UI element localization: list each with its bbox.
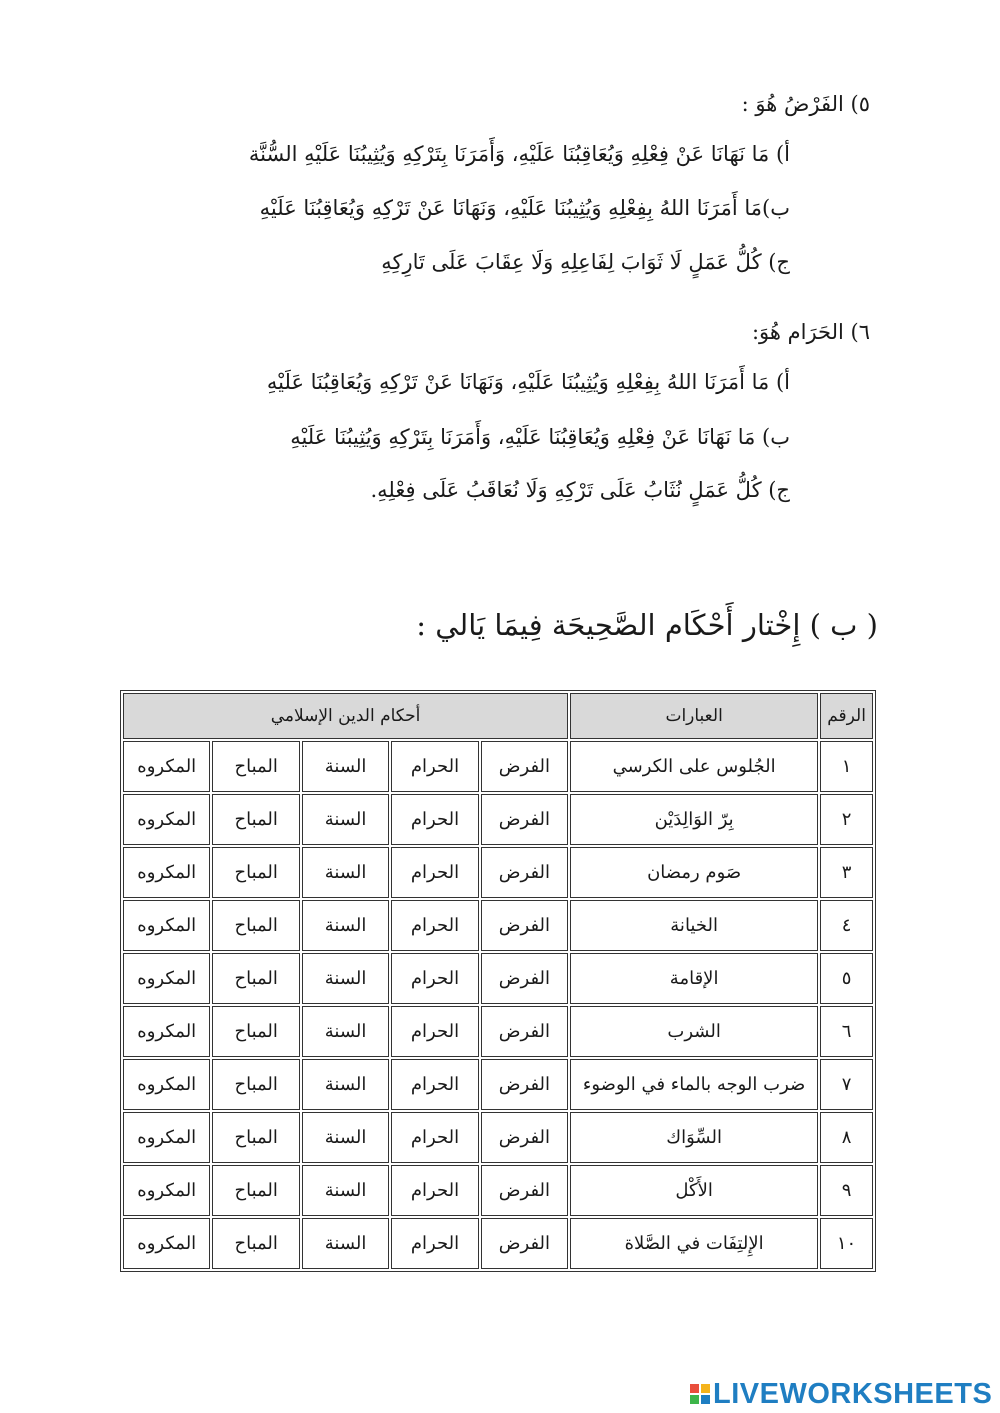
ruling-option[interactable]: المكروه [123, 847, 210, 898]
ruling-option[interactable]: الحرام [391, 1218, 478, 1269]
ruling-option[interactable]: المكروه [123, 741, 210, 792]
ruling-option[interactable]: السنة [302, 741, 389, 792]
logo-square-red [690, 1384, 699, 1393]
ruling-option[interactable]: الفرض [481, 741, 568, 792]
ruling-option[interactable]: الحرام [391, 1006, 478, 1057]
row-number: ٥ [820, 953, 873, 1004]
ruling-option[interactable]: السنة [302, 900, 389, 951]
ruling-option[interactable]: الفرض [481, 1059, 568, 1110]
question-6-option-c[interactable]: ج) كُلُّ عَمَلٍ نُثَابُ عَلَى تَرْكِهِ وَلَا نُعَاقَبُ عَلَى فِعْلِهِ. [370, 478, 790, 502]
row-number: ٨ [820, 1112, 873, 1163]
ruling-option[interactable]: المباح [212, 953, 299, 1004]
ruling-option[interactable]: السنة [302, 1059, 389, 1110]
ruling-option[interactable]: السنة [302, 1218, 389, 1269]
row-number: ١ [820, 741, 873, 792]
table-row [123, 1218, 873, 1269]
ruling-option[interactable]: الفرض [481, 1112, 568, 1163]
ruling-option[interactable]: الحرام [391, 900, 478, 951]
ruling-option[interactable]: السنة [302, 794, 389, 845]
row-number: ٢ [820, 794, 873, 845]
table-row [123, 847, 873, 898]
logo-square-blue [701, 1395, 710, 1404]
ruling-option[interactable]: المباح [212, 1165, 299, 1216]
row-number: ٤ [820, 900, 873, 951]
row-statement: الجُلوس على الكرسي [570, 741, 818, 792]
row-number: ٩ [820, 1165, 873, 1216]
table-header-row [123, 693, 873, 739]
table-row [123, 953, 873, 1004]
row-statement: الخيانة [570, 900, 818, 951]
row-statement: ضرب الوجه بالماء في الوضوء [570, 1059, 818, 1110]
row-statement: الأَكْل [570, 1165, 818, 1216]
ruling-option[interactable]: الحرام [391, 741, 478, 792]
table-row [123, 741, 873, 792]
question-5-option-c[interactable]: ج) كُلُّ عَمَلٍ لَا ثَوَابَ لِفَاعِلِهِ وَلَا عِقَابَ عَلَى تَارِكِهِ [381, 250, 790, 274]
ruling-option[interactable]: المباح [212, 1112, 299, 1163]
ruling-option[interactable]: المكروه [123, 900, 210, 951]
logo-square-green [690, 1395, 699, 1404]
ruling-option[interactable]: الحرام [391, 847, 478, 898]
ruling-option[interactable]: الحرام [391, 953, 478, 1004]
question-5-option-a[interactable]: أ) مَا نَهَانَا عَنْ فِعْلِهِ وَيُعَاقِبُنَا عَلَيْهِ، وَأَمَرَنَا بِتَرْكِهِ وَيُثِيبُنَا عَلَيْهِ السُّنَّة [248, 142, 790, 166]
row-statement: السِّوَاك [570, 1112, 818, 1163]
ruling-option[interactable]: المباح [212, 1006, 299, 1057]
ruling-option[interactable]: الحرام [391, 1165, 478, 1216]
ruling-option[interactable]: الفرض [481, 900, 568, 951]
row-number: ١٠ [820, 1218, 873, 1269]
table-row [123, 1006, 873, 1057]
question-6-title: ٦) الحَرَام هُوَ: [751, 320, 870, 344]
row-statement: الشرب [570, 1006, 818, 1057]
ruling-option[interactable]: المكروه [123, 794, 210, 845]
ruling-option[interactable]: الفرض [481, 1006, 568, 1057]
row-number: ٧ [820, 1059, 873, 1110]
row-statement: الإقامة [570, 953, 818, 1004]
ruling-option[interactable]: المكروه [123, 1112, 210, 1163]
ruling-option[interactable]: السنة [302, 1165, 389, 1216]
ruling-option[interactable]: المكروه [123, 1165, 210, 1216]
table-row [123, 900, 873, 951]
ruling-option[interactable]: المباح [212, 1218, 299, 1269]
row-statement: الإِلتِفَات في الصَّلاة [570, 1218, 818, 1269]
ruling-option[interactable]: الفرض [481, 1165, 568, 1216]
ruling-option[interactable]: المباح [212, 1059, 299, 1110]
table-row [123, 1059, 873, 1110]
header-number: الرقم [820, 693, 873, 739]
ruling-option[interactable]: المباح [212, 847, 299, 898]
liveworksheets-logo-icon [690, 1384, 710, 1404]
row-statement: صَوم رمضان [570, 847, 818, 898]
row-statement: بِرّ الوَالِدَيْن [570, 794, 818, 845]
ruling-option[interactable]: المكروه [123, 1006, 210, 1057]
ruling-option[interactable]: المباح [212, 741, 299, 792]
logo-square-yellow [701, 1384, 710, 1393]
table-row [123, 794, 873, 845]
ruling-option[interactable]: المكروه [123, 1218, 210, 1269]
section-title: ( ب ) إِخْتار أَحْكَام الصَّحِيحَة فِيمَا يَالي : [416, 608, 878, 642]
ruling-option[interactable]: الحرام [391, 1059, 478, 1110]
ruling-option[interactable]: السنة [302, 1112, 389, 1163]
ruling-option[interactable]: الحرام [391, 1112, 478, 1163]
logo-text: LIVEWORKSHEETS [713, 1377, 993, 1410]
ruling-option[interactable]: السنة [302, 847, 389, 898]
ruling-option[interactable]: الفرض [481, 953, 568, 1004]
liveworksheets-logo[interactable] [690, 1378, 992, 1410]
ruling-option[interactable]: السنة [302, 1006, 389, 1057]
header-statements: العبارات [570, 693, 818, 739]
table-row [123, 1112, 873, 1163]
header-rulings: أحكام الدين الإسلامي [123, 693, 568, 739]
ruling-option[interactable]: المباح [212, 900, 299, 951]
question-5-option-b[interactable]: ب)مَا أَمَرَنَا اللهُ بِفِعْلِهِ وَيُثِيبُنَا عَلَيْهِ، وَنَهَانَا عَنْ تَرْكِهِ وَيُعَاقِبُنَا عَلَيْهِ [259, 196, 790, 220]
ruling-option[interactable]: المكروه [123, 953, 210, 1004]
ruling-option[interactable]: الفرض [481, 847, 568, 898]
table-row [123, 1165, 873, 1216]
question-6-option-a[interactable]: أ) مَا أَمَرَنَا اللهُ بِفِعْلِهِ وَيُثِيبُنَا عَلَيْهِ، وَنَهَانَا عَنْ تَرْكِهِ وَيُعَاقِبُنَا عَلَيْهِ [266, 370, 790, 394]
ruling-option[interactable]: الحرام [391, 794, 478, 845]
ruling-option[interactable]: السنة [302, 953, 389, 1004]
ruling-option[interactable]: الفرض [481, 794, 568, 845]
question-6-option-b[interactable]: ب) مَا نَهَانَا عَنْ فِعْلِهِ وَيُعَاقِبُنَا عَلَيْهِ، وَأَمَرَنَا بِتَرْكِهِ وَيُثِيبُنَا عَلَيْهِ [290, 425, 790, 449]
row-number: ٦ [820, 1006, 873, 1057]
ruling-option[interactable]: الفرض [481, 1218, 568, 1269]
rulings-table [120, 690, 876, 1272]
ruling-option[interactable]: المباح [212, 794, 299, 845]
row-number: ٣ [820, 847, 873, 898]
question-5-title: ٥) الفَرْضُ هُوَ : [741, 92, 870, 116]
ruling-option[interactable]: المكروه [123, 1059, 210, 1110]
